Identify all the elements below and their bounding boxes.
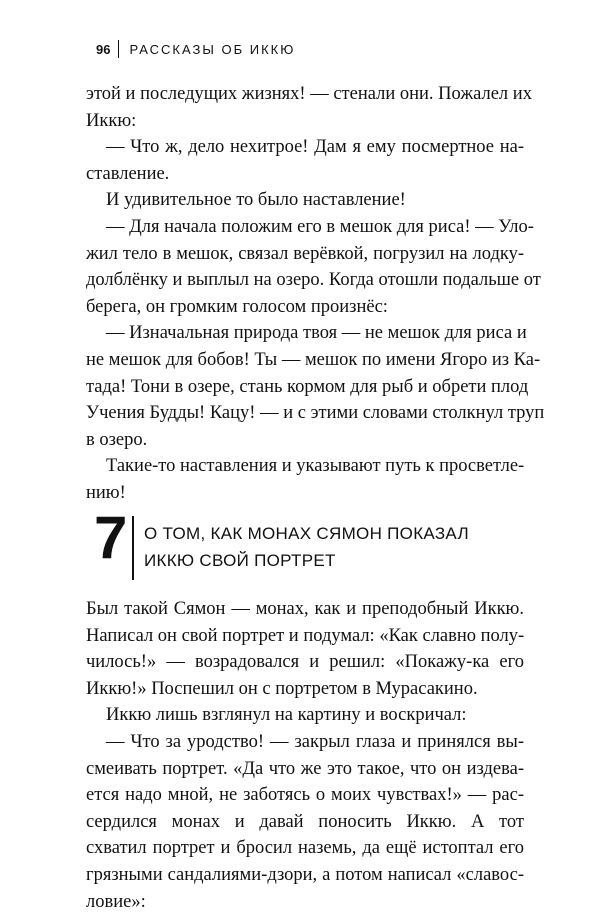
chapter-title-line: ИККЮ СВОЙ ПОРТРЕТ bbox=[144, 551, 336, 570]
text-line: — Что за уродство! — закрыл глаза и принялся вы- bbox=[106, 731, 524, 752]
running-header bbox=[96, 40, 295, 58]
text-block-chapter-7 bbox=[86, 596, 524, 915]
text-line: сердился монах и давай поносить Иккю. А тот bbox=[86, 811, 524, 832]
chapter-heading bbox=[86, 504, 526, 580]
chapter-divider bbox=[132, 516, 134, 580]
text-line: нию! bbox=[86, 482, 126, 503]
text-line: не мешок для бобов! Ты — мешок по имени Ягоро из Ка- bbox=[86, 349, 541, 370]
text-line: Учения Будды! Кацу! — и с этими словами столкнул труп bbox=[86, 403, 545, 424]
text-line: Иккю!» Поспешил он с портретом в Мурасакино. bbox=[86, 678, 478, 699]
chapter-title bbox=[144, 520, 469, 574]
text-line: — Для начала положим его в мешок для риса! — Уло- bbox=[106, 216, 534, 237]
text-line: Был такой Сямон — монах, как и преподобный Иккю. bbox=[86, 599, 524, 619]
text-line: тада! Тони в озере, стань кормом для рыб и обрети плод bbox=[86, 376, 529, 397]
text-block-previous-story bbox=[86, 81, 545, 507]
text-line: И удивительное то было наставление! bbox=[106, 190, 406, 211]
text-line: берега, он громким голосом произнёс: bbox=[86, 296, 388, 317]
text-line: долблёнку и выплыл на озеро. Когда отошли подальше от bbox=[86, 270, 541, 291]
text-line: смеивать портрет. «Да что же это такое, что он издева- bbox=[86, 758, 524, 779]
text-line: Иккю лишь взглянул на картину и воскричал: bbox=[106, 705, 467, 726]
text-line: ется надо мной, не заботясь о моих чувствах!» — рас- bbox=[86, 785, 524, 806]
text-line: этой и последущих жизнях! — стенали они. Пожалел их bbox=[86, 84, 532, 104]
text-line: — Изначальная природа твоя — не мешок для риса и bbox=[106, 323, 527, 344]
text-line: Иккю: bbox=[86, 110, 137, 131]
text-line: схватил портрет и бросил наземь, да ещё истоптал его bbox=[86, 838, 524, 859]
text-line: Написал он свой портрет и подумал: «Как славно полу- bbox=[86, 625, 525, 646]
chapter-number: 7 bbox=[94, 504, 128, 571]
text-line: — Что ж, дело нехитрое! Дам я ему посмертное на- bbox=[106, 137, 524, 158]
text-line: ставление. bbox=[86, 163, 170, 184]
header-divider bbox=[118, 40, 119, 58]
text-line: жил тело в мешок, связал верёвкой, погрузил на лодку- bbox=[86, 243, 524, 264]
running-title: РАССКАЗЫ ОБ ИККЮ bbox=[129, 41, 296, 57]
text-line: чилось!» — возрадовался и решил: «Покажу-ка его bbox=[86, 652, 524, 673]
text-line: Такие-то наставления и указывают путь к просветле- bbox=[106, 456, 525, 477]
text-line: ловие»: bbox=[86, 891, 146, 912]
text-line: грязными сандалиями-дзори, а потом написал «славос- bbox=[86, 864, 524, 885]
page-number: 96 bbox=[96, 41, 111, 57]
text-line: в озеро. bbox=[86, 429, 148, 450]
chapter-title-line: О ТОМ, КАК МОНАХ СЯМОН ПОКАЗАЛ bbox=[144, 524, 469, 543]
